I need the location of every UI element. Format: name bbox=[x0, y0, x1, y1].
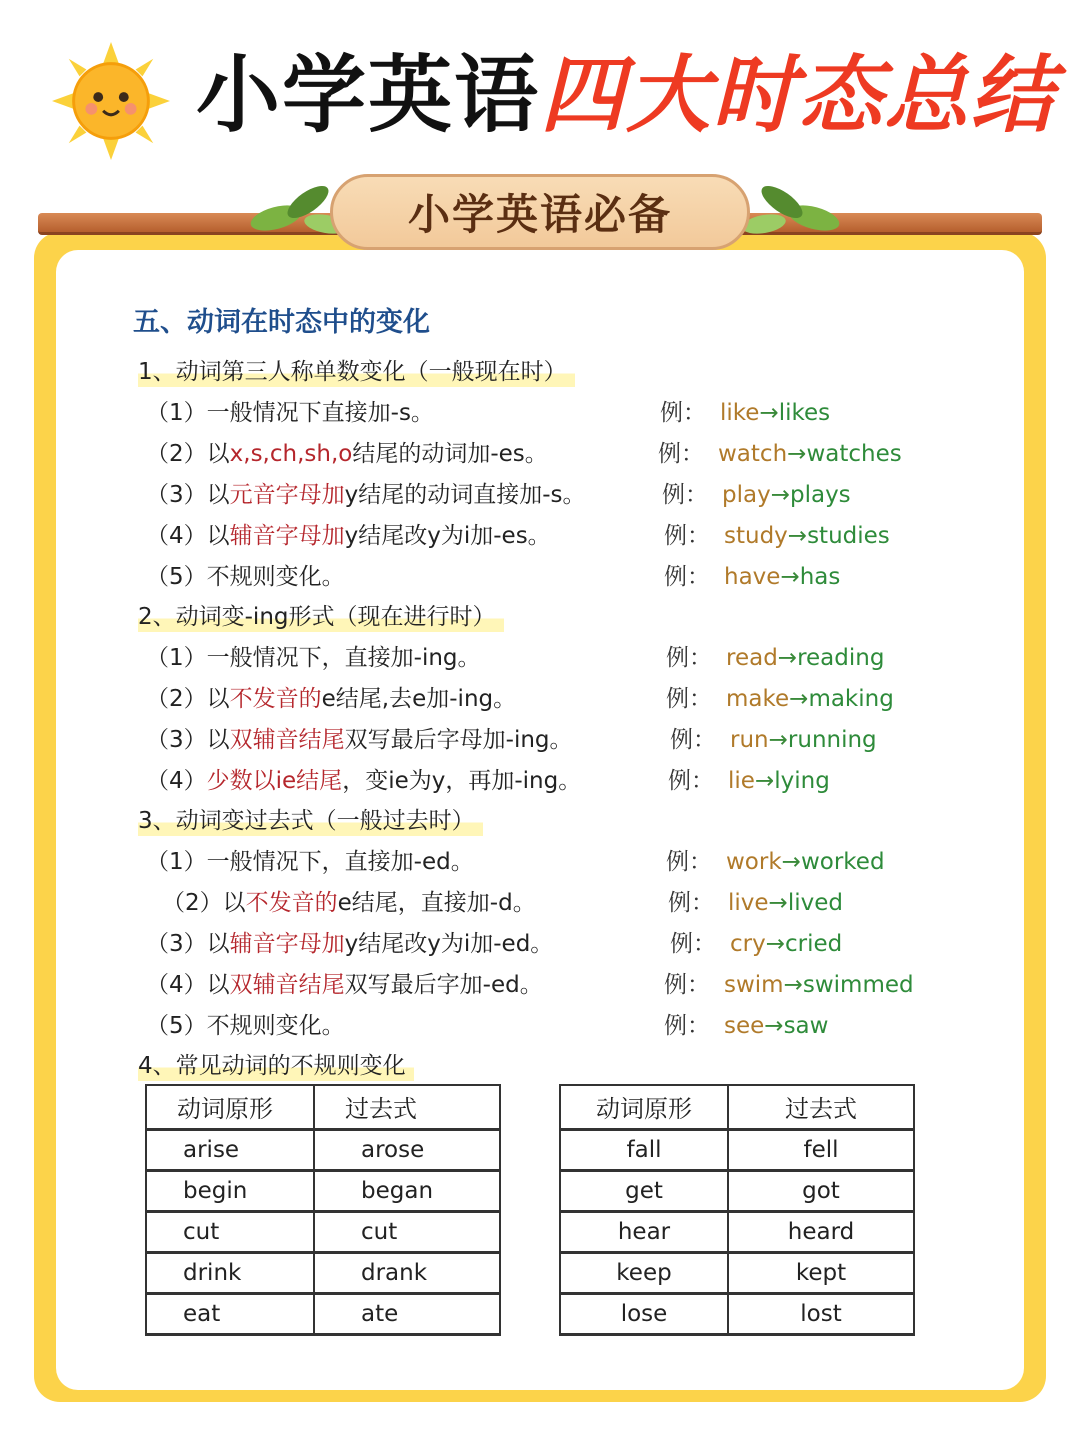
rule-example: 例： live→lived bbox=[668, 890, 843, 916]
table-row bbox=[560, 1129, 914, 1170]
column-header: 动词原形 bbox=[560, 1085, 728, 1129]
rule-example: 例： work→worked bbox=[666, 849, 885, 875]
table-cell: ate bbox=[314, 1293, 500, 1334]
rule-text: （4）以辅音字母加y结尾改y为i加-es。 bbox=[146, 523, 551, 549]
table-cell: arose bbox=[314, 1129, 500, 1170]
column-header: 过去式 bbox=[314, 1085, 500, 1129]
part-heading: 2、动词变-ing形式（现在进行时） bbox=[138, 602, 504, 632]
section-title: 五、动词在时态中的变化 bbox=[133, 307, 430, 338]
rule-text: （1）一般情况下，直接加-ing。 bbox=[146, 645, 481, 671]
table-cell: get bbox=[560, 1170, 728, 1211]
table-row bbox=[560, 1252, 914, 1293]
table-cell: got bbox=[728, 1170, 914, 1211]
sun-icon bbox=[52, 42, 170, 160]
rule-text: （4）少数以ie结尾，变ie为y，再加-ing。 bbox=[146, 768, 582, 794]
rule-text: （4）以双辅音结尾双写最后字加-ed。 bbox=[146, 972, 543, 998]
table-cell: fall bbox=[560, 1129, 728, 1170]
table-cell: began bbox=[314, 1170, 500, 1211]
table-cell: keep bbox=[560, 1252, 728, 1293]
table-header-row bbox=[146, 1085, 500, 1129]
column-header: 动词原形 bbox=[146, 1085, 314, 1129]
rule-text: （3）以辅音字母加y结尾改y为i加-ed。 bbox=[146, 931, 554, 957]
table-cell: cut bbox=[146, 1211, 314, 1252]
table-cell: hear bbox=[560, 1211, 728, 1252]
title-red: 四大时态总结 bbox=[540, 46, 1057, 144]
rule-example: 例： read→reading bbox=[666, 645, 885, 671]
table-row bbox=[560, 1293, 914, 1334]
title-black: 小学英语 bbox=[196, 46, 541, 144]
rule-text: （3）以双辅音结尾双写最后字母加-ing。 bbox=[146, 727, 573, 753]
rule-example: 例： swim→swimmed bbox=[664, 972, 914, 998]
table-row bbox=[560, 1170, 914, 1211]
irregular-verbs-table-left bbox=[145, 1084, 501, 1336]
table-header-row bbox=[560, 1085, 914, 1129]
rule-text: （2）以不发音的e结尾，直接加-d。 bbox=[162, 890, 536, 916]
table-cell: fell bbox=[728, 1129, 914, 1170]
part-heading: 1、动词第三人称单数变化（一般现在时） bbox=[138, 357, 575, 387]
table-cell: arise bbox=[146, 1129, 314, 1170]
rule-example: 例： see→saw bbox=[664, 1013, 829, 1039]
table-cell: heard bbox=[728, 1211, 914, 1252]
rule-text: （2）以不发音的e结尾,去e加-ing。 bbox=[146, 686, 517, 712]
part-heading: 4、常见动词的不规则变化 bbox=[138, 1051, 414, 1081]
rule-text: （2）以x,s,ch,sh,o结尾的动词加-es。 bbox=[146, 441, 548, 467]
table-cell: eat bbox=[146, 1293, 314, 1334]
rule-example: 例： study→studies bbox=[664, 523, 890, 549]
rule-example: 例： make→making bbox=[666, 686, 894, 712]
rule-example: 例： like→likes bbox=[660, 400, 831, 426]
rule-example: 例： run→running bbox=[670, 727, 877, 753]
table-row bbox=[146, 1170, 500, 1211]
table-cell: kept bbox=[728, 1252, 914, 1293]
table-row bbox=[146, 1211, 500, 1252]
table-row bbox=[560, 1211, 914, 1252]
table-cell: drank bbox=[314, 1252, 500, 1293]
table-cell: lost bbox=[728, 1293, 914, 1334]
table-cell: lose bbox=[560, 1293, 728, 1334]
part-heading: 3、动词变过去式（一般过去时） bbox=[138, 806, 483, 836]
banner-plaque: 小学英语必备 bbox=[330, 174, 750, 250]
table-cell: drink bbox=[146, 1252, 314, 1293]
rule-text: （5）不规则变化。 bbox=[146, 564, 345, 590]
table-row bbox=[146, 1252, 500, 1293]
rule-example: 例： have→has bbox=[664, 564, 841, 590]
table-cell: begin bbox=[146, 1170, 314, 1211]
leaves-icon bbox=[734, 180, 844, 240]
page-title bbox=[196, 40, 1056, 150]
rule-text: （1）一般情况下直接加-s。 bbox=[146, 400, 434, 426]
rule-text: （1）一般情况下，直接加-ed。 bbox=[146, 849, 474, 875]
rule-text: （5）不规则变化。 bbox=[146, 1013, 345, 1039]
rule-example: 例： play→plays bbox=[662, 482, 851, 508]
rule-example: 例： lie→lying bbox=[668, 768, 830, 794]
table-cell: cut bbox=[314, 1211, 500, 1252]
table-row bbox=[146, 1293, 500, 1334]
rule-text: （3）以元音字母加y结尾的动词直接加-s。 bbox=[146, 482, 586, 508]
rule-example: 例： watch→watches bbox=[658, 441, 902, 467]
irregular-verbs-table-right bbox=[559, 1084, 915, 1336]
table-row bbox=[146, 1129, 500, 1170]
rule-example: 例： cry→cried bbox=[670, 931, 843, 957]
column-header: 过去式 bbox=[728, 1085, 914, 1129]
